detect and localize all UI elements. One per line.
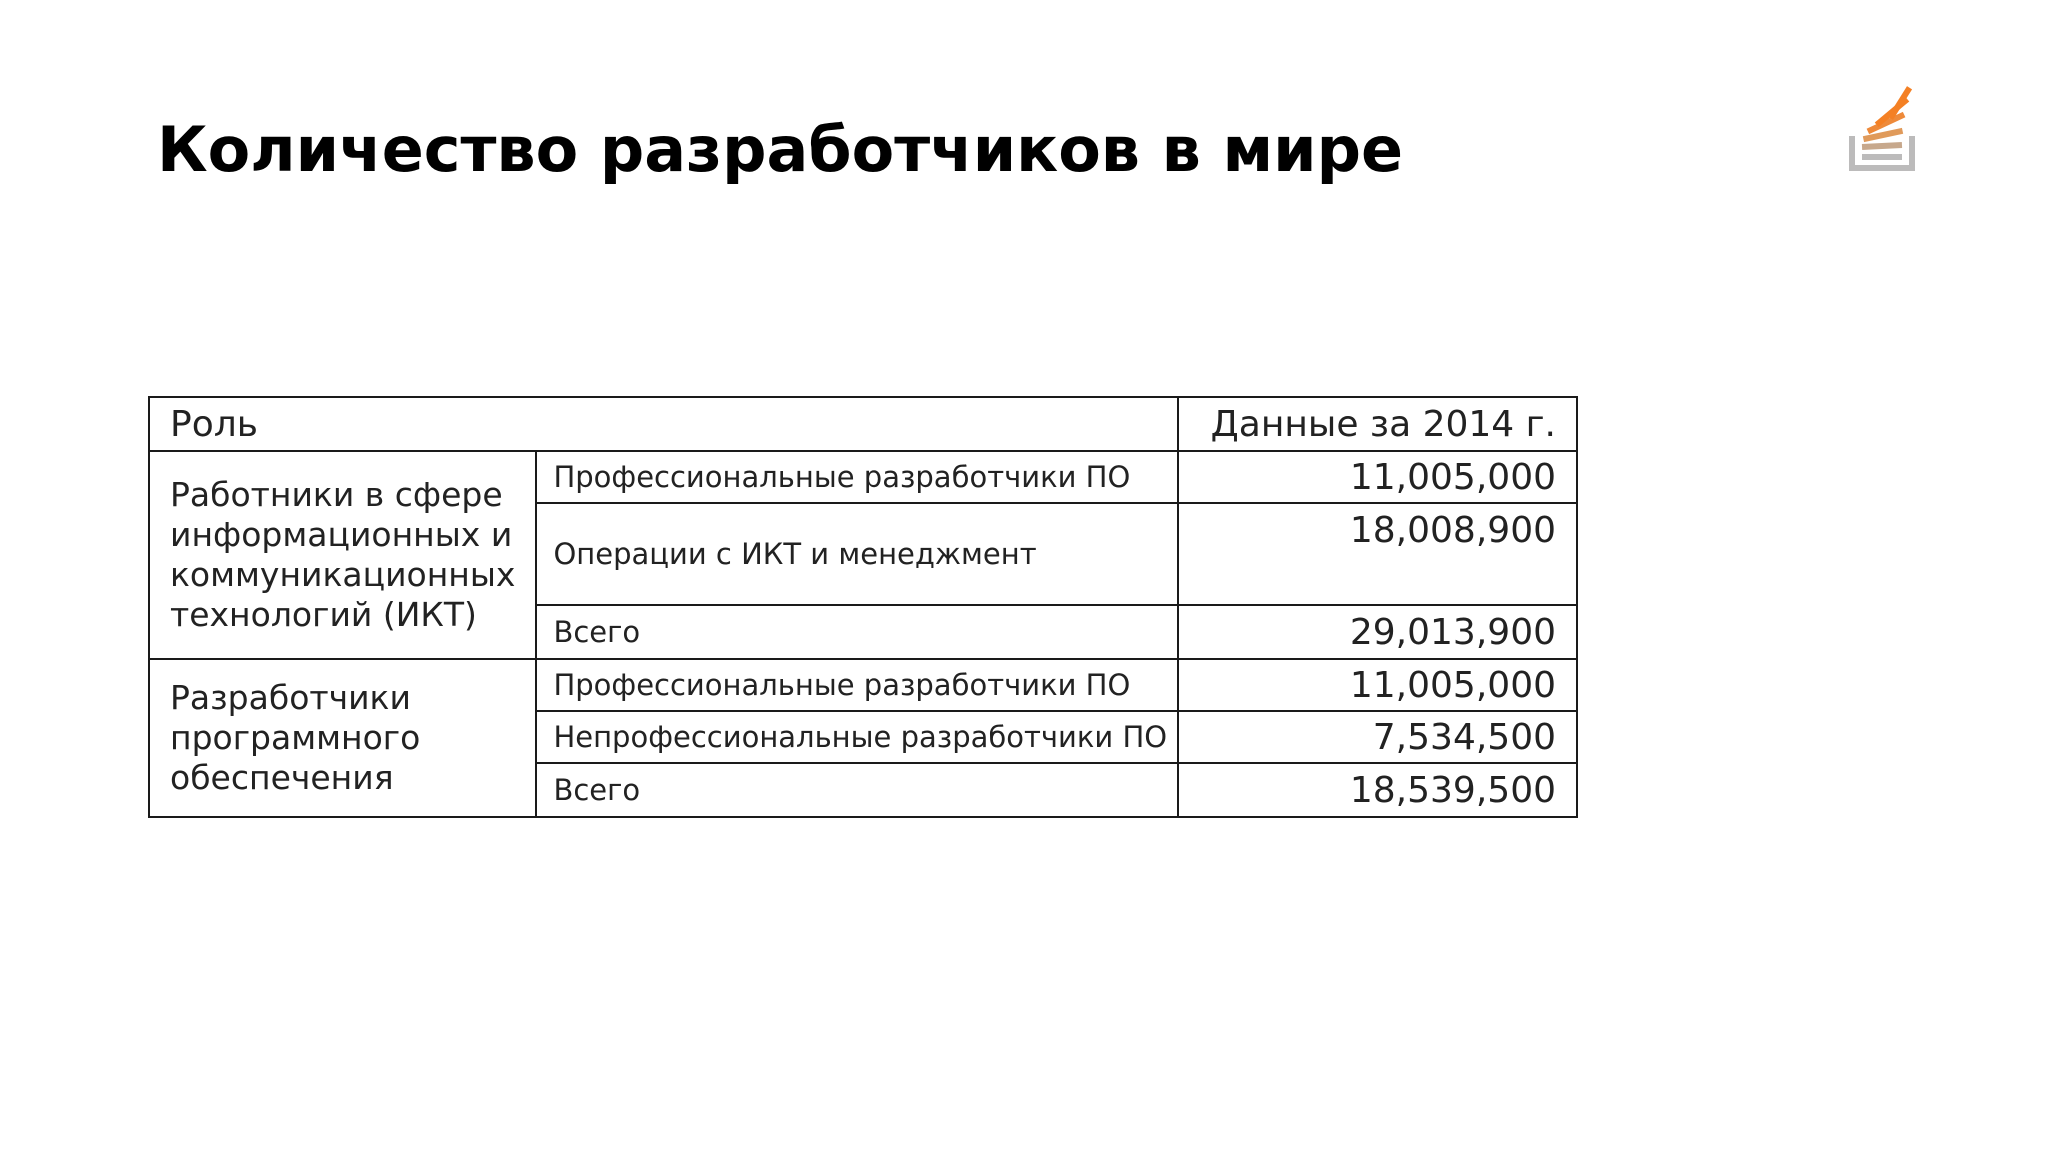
header-data: Данные за 2014 г.	[1178, 397, 1577, 451]
stack-overflow-logo-icon	[1842, 80, 1922, 180]
row-label: Всего	[536, 605, 1178, 659]
group-label-ict: Работники в сфере информационных и коммуникационных технологий (ИКТ)	[149, 451, 536, 659]
row-value: 18,539,500	[1178, 763, 1577, 817]
row-value: 11,005,000	[1178, 451, 1577, 503]
page-title: Количество разработчиков в мире	[157, 113, 1403, 186]
table-row	[149, 659, 1577, 711]
row-label: Непрофессиональные разработчики ПО	[536, 711, 1178, 763]
row-label: Операции с ИКТ и менеджмент	[536, 503, 1178, 605]
developers-table	[148, 396, 1578, 818]
row-value: 7,534,500	[1178, 711, 1577, 763]
row-value: 18,008,900	[1178, 503, 1577, 605]
row-label: Профессиональные разработчики ПО	[536, 451, 1178, 503]
table-row	[149, 451, 1577, 503]
header-role: Роль	[149, 397, 1178, 451]
row-value: 29,013,900	[1178, 605, 1577, 659]
row-value: 11,005,000	[1178, 659, 1577, 711]
row-label: Всего	[536, 763, 1178, 817]
row-label: Профессиональные разработчики ПО	[536, 659, 1178, 711]
table-header-row	[149, 397, 1577, 451]
group-label-software: Разработчики программного обеспечения	[149, 659, 536, 817]
